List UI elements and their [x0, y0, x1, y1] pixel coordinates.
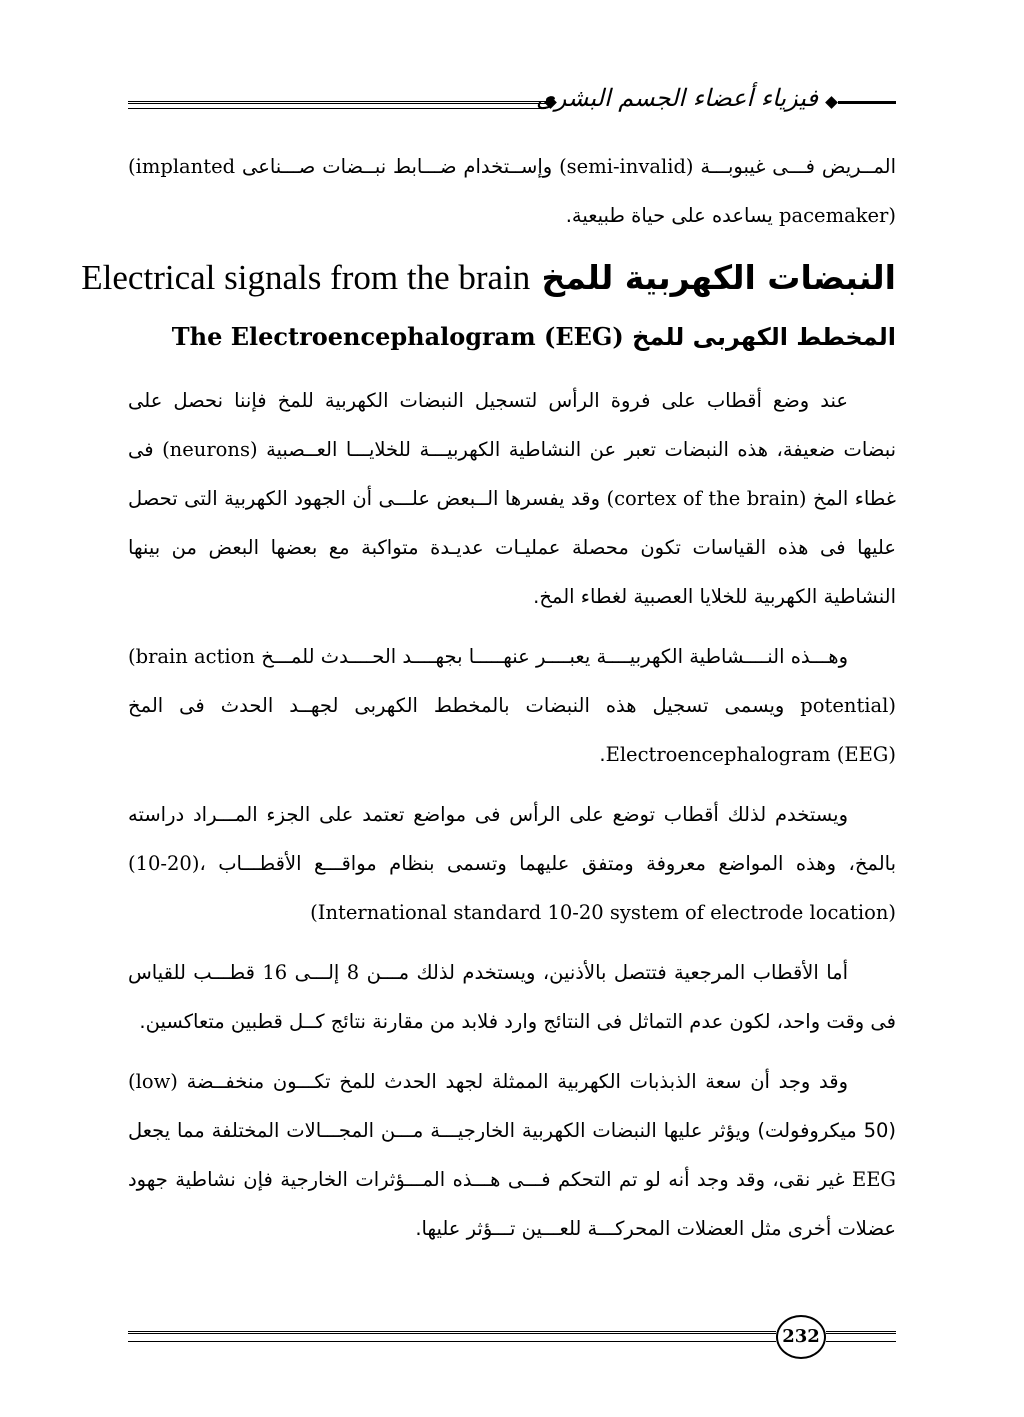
text-run: وإســتخدام ضـــابط نبــضات صـــناعى	[241, 155, 553, 178]
page-body	[81, 142, 897, 1264]
english-term: (10-20)	[128, 852, 200, 875]
text-run: وقد وجد أن سعة الذبذبات الكهربية الممثلة لجهد الحدث للمخ تكـــون منخفــضة	[186, 1070, 849, 1093]
english-term: Electroencephalogram (EEG)	[605, 743, 896, 766]
text-run: عند وضع أقطاب على فروة الرأس لتسجيل النبضات الكهربية للمخ فإننا نحصل على نبضات ضعيفة، هذه النبضات تعبر عن النشاطية الكهربيـــة للخلايـــا العــصبية	[128, 389, 896, 461]
number: 16	[262, 961, 288, 984]
text-run: ويسمى تسجيل هذه النبضات بالمخطط الكهربى لجهــد الحدث فى المخ	[128, 694, 785, 717]
text-run: فى غطاء المخ	[128, 438, 896, 510]
running-header	[128, 78, 896, 118]
section-heading-english: Electrical signals from the brain	[81, 258, 531, 297]
paragraph	[128, 1057, 896, 1253]
section-heading-arabic: النبضات الكهربية للمخ	[541, 258, 896, 297]
text-run: ،	[199, 852, 206, 875]
text-run: .	[599, 743, 606, 766]
diamond-ornament-icon	[825, 96, 838, 109]
number: 8	[346, 961, 360, 984]
paragraph	[128, 948, 896, 1046]
header-rule-right	[838, 101, 896, 104]
subsection-heading-arabic: المخطط الكهربى للمخ	[632, 323, 896, 351]
paragraph	[128, 376, 896, 621]
footer-rule-right	[826, 1331, 896, 1334]
english-term: EEG	[851, 1168, 896, 1191]
paragraph	[128, 632, 896, 779]
english-term: (brain action potential)	[128, 645, 896, 717]
english-term: (low)	[128, 1070, 178, 1093]
text-run: إلـــى	[294, 961, 340, 984]
footer-rule-thin	[128, 1341, 776, 1342]
english-term: (cortex of the brain)	[606, 487, 807, 510]
text-run: يساعده على حياة طبيعية.	[565, 204, 773, 227]
text-run: غير نقى، وقد وجد أنه لو تم التحكم فـــى هـــذه المـــؤثرات الخارجية فإن نشاطية جهود عضلات أخرى مثل العضلات المحركـــة للعـــين تـــؤثر عليها.	[128, 1168, 896, 1240]
section-heading	[81, 248, 896, 308]
subsection-heading-english: The Electroencephalogram (EEG)	[171, 322, 624, 351]
english-term: (implanted pacemaker)	[128, 155, 896, 227]
text-run: قطـــب للقياس فى وقت واحد، لكون عدم التماثل فى النتائج وارد فلابد من مقارنة نتائج كــل قطبين متعاكسين.	[128, 961, 896, 1033]
footer-rule	[128, 1331, 776, 1334]
page-footer	[128, 1315, 896, 1375]
english-term: (International standard 10-20 system of electrode location)	[310, 901, 896, 924]
header-rule	[128, 101, 546, 104]
paragraph	[128, 790, 896, 937]
text-run: المــريض فـــى غيبوبـــة	[700, 155, 896, 178]
subsection-heading	[128, 314, 896, 360]
paragraph-continuation	[128, 142, 896, 240]
english-term: (neurons)	[162, 438, 258, 461]
page-number: 232	[776, 1315, 826, 1359]
text-run: وقد يفسرها الــبعض علـــى أن الجهود الكهربية التى تحصل عليها فى هذه القياسات تكون محصلة عمليـات عديـدة متواكبة مع بعضها البعض من بينها النشاطية الكهربية للخلايا العصبية لغطاء المخ.	[128, 487, 896, 608]
text-run: وهـــذه النــــشاطية الكهربيــــة يعبــــر عنهـــــا بجهــــد الحــــدث للمـــخ	[261, 645, 848, 668]
header-rule-thin	[128, 108, 546, 109]
text-run: (50 ميكروفولت) ويؤثر عليها النبضات الكهربية الخارجيـــة مـــن المجـــالات المختلفة مما يجعل	[128, 1119, 896, 1142]
english-term: (semi-invalid)	[559, 155, 694, 178]
running-header-title: فيزياء أعضاء الجسم البشرى	[535, 84, 818, 112]
text-run: ويستخدم لذلك أقطاب توضع على الرأس فى مواضع تعتمد على الجزء المـــراد دراسته بالمخ، وهذه المواضع معروفة ومتفق عليهما وتسمى بنظام مواقـــع الأقطـــاب	[128, 803, 897, 875]
text-run: أما الأقطاب المرجعية فتتصل بالأذنين، ويستخدم لذلك مـــن	[366, 961, 849, 984]
footer-rule-right-thin	[826, 1341, 896, 1342]
